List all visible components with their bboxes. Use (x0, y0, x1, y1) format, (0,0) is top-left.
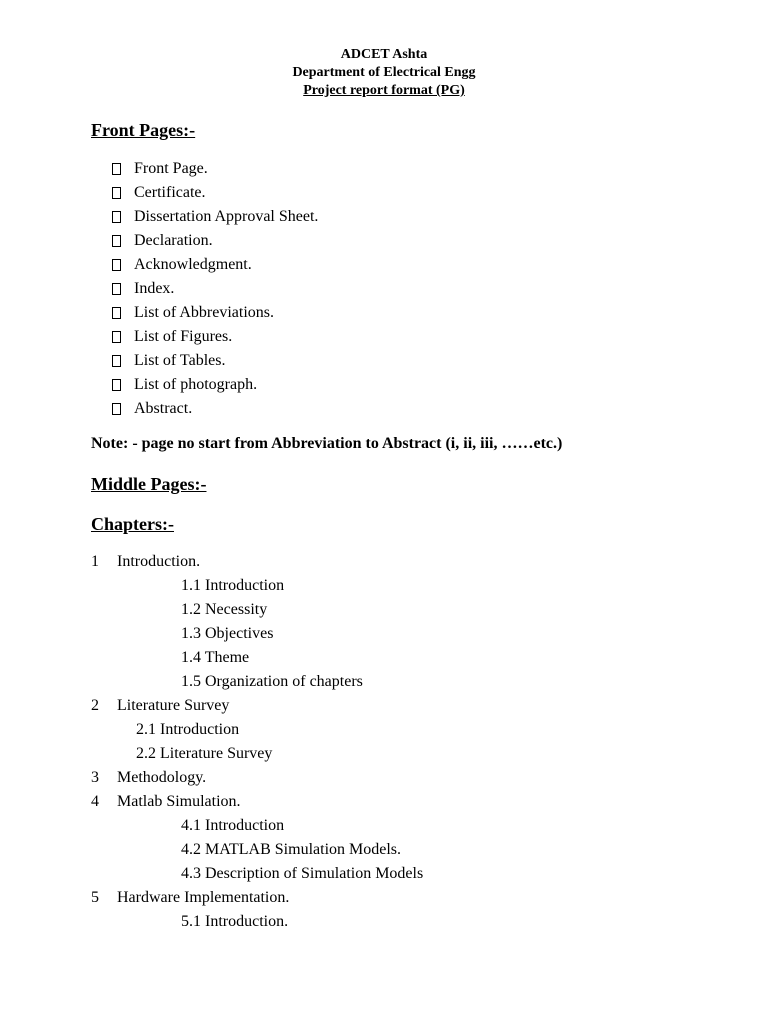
chapter-row (91, 694, 423, 718)
list-item: List of Tables. (112, 349, 318, 373)
section-row: 1.5 Organization of chapters (181, 673, 363, 690)
section-row: 1.3 Objectives (181, 625, 274, 642)
department-name: Department of Electrical Engg (292, 65, 476, 80)
list-item: Certificate. (112, 181, 318, 205)
chapter-row (91, 790, 423, 814)
chapters-heading: Chapters:- (91, 514, 174, 534)
checkbox-bullet-icon (112, 187, 121, 199)
list-item: Acknowledgment. (112, 253, 318, 277)
chapter-list (91, 550, 423, 934)
checkbox-bullet-icon (112, 403, 121, 415)
section-row: 4.2 MATLAB Simulation Models. (181, 841, 402, 858)
chapter-number: 5 (91, 889, 99, 906)
checkbox-bullet-icon (112, 163, 121, 175)
chapter-row (91, 766, 423, 790)
middle-pages-heading: Middle Pages:- (91, 474, 207, 494)
checkbox-bullet-icon (112, 235, 121, 247)
list-item: Index. (112, 277, 318, 301)
list-item: Abstract. (112, 397, 318, 421)
section-row: 5.1 Introduction. (181, 913, 289, 930)
checkbox-bullet-icon (112, 307, 121, 319)
section-row: 4.3 Description of Simulation Models (181, 865, 424, 882)
section-row: 1.1 Introduction (181, 577, 285, 594)
chapter-row (91, 886, 423, 910)
chapter-number: 2 (91, 697, 99, 714)
chapter-row (91, 550, 423, 574)
checkbox-bullet-icon (112, 211, 121, 223)
chapter-title: Literature Survey (117, 697, 230, 714)
chapter-number: 1 (91, 553, 99, 570)
checkbox-bullet-icon (112, 355, 121, 367)
list-item: Front Page. (112, 157, 318, 181)
checkbox-bullet-icon (112, 331, 121, 343)
institution-name: ADCET Ashta (340, 47, 428, 62)
pagination-note: Note: - page no start from Abbreviation to Abstract (i, ii, iii, ……etc.) (91, 435, 563, 452)
list-item: Declaration. (112, 229, 318, 253)
front-pages-list (112, 157, 318, 421)
list-item: List of photograph. (112, 373, 318, 397)
checkbox-bullet-icon (112, 259, 121, 271)
section-row: 4.1 Introduction (181, 817, 285, 834)
section-row: 1.2 Necessity (181, 601, 268, 618)
checkbox-bullet-icon (112, 379, 121, 391)
chapter-number: 4 (91, 793, 99, 810)
document-header (0, 46, 768, 100)
section-row: 1.4 Theme (181, 649, 250, 666)
chapter-title: Matlab Simulation. (117, 793, 241, 810)
chapter-title: Introduction. (117, 553, 201, 570)
section-row: 2.1 Introduction (136, 721, 240, 738)
front-pages-heading: Front Pages:- (91, 120, 196, 140)
list-item: List of Figures. (112, 325, 318, 349)
checkbox-bullet-icon (112, 283, 121, 295)
list-item: List of Abbreviations. (112, 301, 318, 325)
chapter-title: Methodology. (117, 769, 207, 786)
report-format-title: Project report format (PG) (303, 83, 465, 98)
list-item: Dissertation Approval Sheet. (112, 205, 318, 229)
chapter-number: 3 (91, 769, 99, 786)
chapter-title: Hardware Implementation. (117, 889, 290, 906)
section-row: 2.2 Literature Survey (136, 745, 273, 762)
